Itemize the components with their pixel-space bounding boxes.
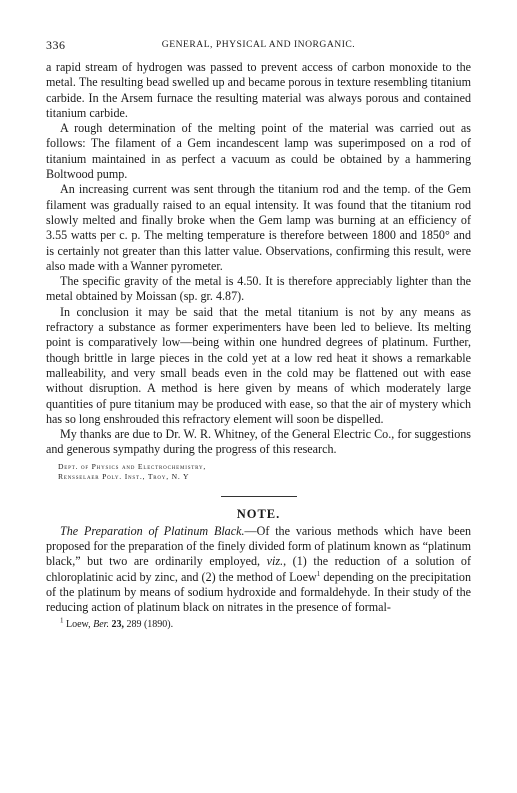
page-header bbox=[46, 38, 471, 56]
note-heading: NOTE. bbox=[236, 506, 281, 521]
footnote bbox=[46, 618, 471, 631]
page bbox=[46, 38, 471, 631]
footnote-journal: Ber. bbox=[93, 618, 109, 630]
section-divider bbox=[221, 496, 297, 497]
paragraph: A rough determination of the melting point of the material was carried out as follows: The filament of a Gem incandescent lamp was superimposed on a rod of titanium maintained in as perfect a vacuum as could be obtained by a hammering Boltwood pump. bbox=[46, 121, 471, 182]
note-text: —Of the various methods which have been proposed for the preparation of the finely divided form of platinum known as “platinum black,” but two are ordinarily employed, bbox=[46, 523, 471, 569]
paragraph: The specific gravity of the metal is 4.50. It is therefore appreciably lighter than the metal obtained by Moissan (sp. gr. 4.87). bbox=[46, 274, 471, 304]
note-text: , (1) the reduction of a solution of chloroplatinic acid by zinc, and (2) the method of Loew bbox=[46, 554, 472, 584]
paragraph: An increasing current was sent through the titanium rod and the temp. of the Gem filament was gradually raised to an equal intensity. It was found that the titanium rod slowly melted and finally broke when the Gem lamp was burning at an efficiency of 3.55 watts per c. p. The melting temperature is therefore between 1800 and 1850° and is certainly not greater than this latter value. Observations, confirming this result, were also made with a Wanner pyrometer. bbox=[46, 182, 471, 273]
footnote-volume: 23, bbox=[108, 618, 124, 630]
article-body bbox=[46, 60, 471, 458]
affiliation-line: Dept. of Physics and Electrochemistry, bbox=[58, 461, 207, 471]
paragraph: My thanks are due to Dr. W. R. Whitney, of the General Electric Co., for suggestions and generous sympathy during the progress of this research. bbox=[46, 427, 471, 457]
note-viz: viz. bbox=[266, 554, 284, 569]
footnote-reference: 1 bbox=[316, 569, 321, 578]
paragraph: In conclusion it may be said that the metal titanium is not by any means as refractory a substance as former experimenters have been led to believe. Its melting point is comparatively low—being within one hundred degrees of platinum. Further, though brittle in large pieces in the cold yet at a low red heat it shows a remarkable malleability, and very small beads even in the cold may be flattened out with ease without disruption. A method is here given by means of which moderately large quantities of pure titanium may be produced with ease, so that the air of mystery which has so long enshrouded this refractory element will soon be dispelled. bbox=[46, 304, 471, 426]
page-number: 336 bbox=[46, 38, 66, 52]
running-title: GENERAL, PHYSICAL AND INORGANIC. bbox=[161, 39, 356, 50]
note-title: The Preparation of Platinum Black. bbox=[60, 523, 245, 538]
footnote-author: Loew, bbox=[63, 618, 94, 630]
note-paragraph bbox=[46, 524, 471, 616]
author-affiliation bbox=[46, 462, 471, 483]
paragraph: a rapid stream of hydrogen was passed to prevent access of carbon monoxide to the metal. The resulting bead swelled up and became porous in texture resembling titanium carbide. In the Arsem furnace the resulting material was always porous and contained titanium carbide. bbox=[46, 60, 471, 120]
footnote-mark: 1 bbox=[60, 616, 64, 625]
note-text: depending on the precipitation of the platinum by means of sodium hydroxide and formaldehyde. In their study of the reducing action of platinum black on nitrates in the presence of formal- bbox=[46, 569, 471, 615]
affiliation-line: Rensselaer Poly. Inst., Troy, N. Y bbox=[58, 472, 190, 482]
footnote-citation: 289 (1890). bbox=[123, 618, 174, 630]
